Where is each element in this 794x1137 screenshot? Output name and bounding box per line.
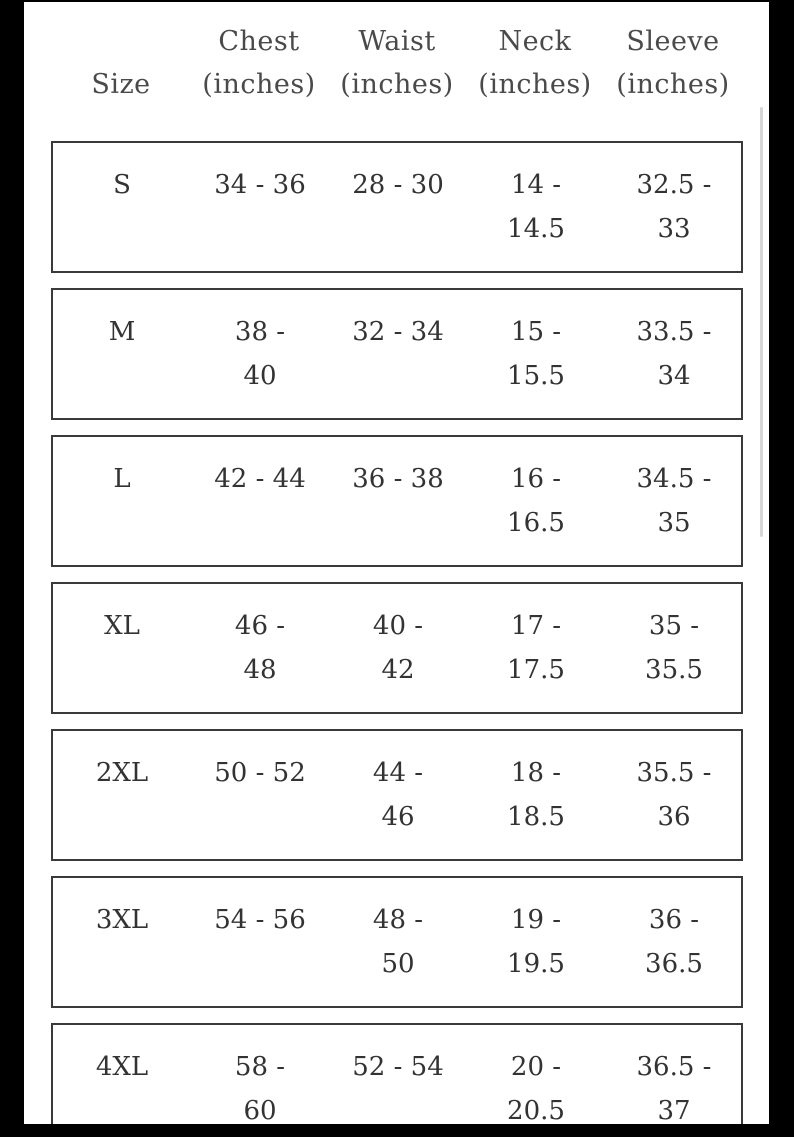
table-row bbox=[51, 288, 743, 420]
cell-waist bbox=[329, 310, 467, 354]
cell-sleeve bbox=[605, 1045, 743, 1124]
cell-neck bbox=[467, 1045, 605, 1124]
cell-waist bbox=[329, 1045, 467, 1089]
cell-chest-text: 48 bbox=[243, 655, 277, 685]
cell-chest bbox=[191, 310, 329, 398]
cell-sleeve-text: 36.5 bbox=[645, 949, 703, 979]
cell-neck-text: 17 - bbox=[510, 611, 562, 641]
cell-neck-text: 18.5 bbox=[507, 802, 565, 832]
cell-chest-text: 38 - bbox=[234, 317, 286, 347]
cell-size-text: 2XL bbox=[95, 758, 149, 788]
header-chest-unit: (inches) bbox=[202, 69, 316, 100]
cell-sleeve-text: 34.5 - bbox=[636, 464, 712, 494]
cell-neck-text: 20.5 bbox=[507, 1096, 565, 1124]
cell-sleeve bbox=[605, 457, 743, 545]
header-size-label: Size bbox=[91, 69, 151, 100]
table-row bbox=[51, 141, 743, 273]
cell-sleeve-text: 33 bbox=[657, 214, 691, 244]
header-waist-unit: (inches) bbox=[340, 69, 454, 100]
cell-neck bbox=[467, 751, 605, 839]
cell-size-text: S bbox=[113, 170, 131, 200]
cell-sleeve-text: 35 - bbox=[648, 611, 700, 641]
cell-sleeve-text: 35.5 - bbox=[636, 758, 712, 788]
cell-sleeve-text: 37 bbox=[657, 1096, 691, 1124]
table-row bbox=[51, 876, 743, 1008]
header-sleeve-unit: (inches) bbox=[616, 69, 730, 100]
cell-size bbox=[53, 457, 191, 501]
cell-chest-text: 54 - 56 bbox=[214, 905, 306, 935]
header-chest-label: Chest bbox=[218, 26, 300, 57]
cell-sleeve-text: 33.5 - bbox=[636, 317, 712, 347]
cell-chest bbox=[191, 457, 329, 501]
cell-waist-text: 44 - bbox=[372, 758, 424, 788]
cell-neck-text: 19.5 bbox=[507, 949, 565, 979]
cell-chest bbox=[191, 898, 329, 942]
cell-neck-text: 20 - bbox=[510, 1052, 562, 1082]
cell-neck bbox=[467, 604, 605, 692]
cell-size bbox=[53, 604, 191, 648]
cell-neck-text: 14.5 bbox=[507, 214, 565, 244]
size-chart-page bbox=[24, 2, 769, 1124]
header-neck bbox=[466, 20, 604, 106]
cell-chest bbox=[191, 604, 329, 692]
cell-size-text: M bbox=[108, 317, 136, 347]
cell-waist bbox=[329, 604, 467, 692]
header-waist bbox=[328, 20, 466, 106]
header-waist-label: Waist bbox=[358, 26, 436, 57]
header-size bbox=[52, 63, 190, 106]
table-row bbox=[51, 1023, 743, 1124]
cell-waist-text: 48 - bbox=[372, 905, 424, 935]
cell-neck-text: 16 - bbox=[510, 464, 562, 494]
table-row bbox=[51, 435, 743, 567]
cell-neck-text: 19 - bbox=[510, 905, 562, 935]
cell-sleeve-text: 36 - bbox=[648, 905, 700, 935]
cell-waist bbox=[329, 163, 467, 207]
cell-sleeve-text: 35 bbox=[657, 508, 691, 538]
header-neck-label: Neck bbox=[498, 26, 572, 57]
cell-neck-text: 16.5 bbox=[507, 508, 565, 538]
cell-chest bbox=[191, 1045, 329, 1124]
cell-chest-text: 40 bbox=[243, 361, 277, 391]
scrollbar[interactable] bbox=[760, 107, 763, 537]
cell-neck-text: 17.5 bbox=[507, 655, 565, 685]
cell-size bbox=[53, 898, 191, 942]
cell-chest-text: 58 - bbox=[234, 1052, 286, 1082]
cell-chest-text: 34 - 36 bbox=[214, 170, 306, 200]
cell-neck bbox=[467, 457, 605, 545]
cell-neck-text: 15 - bbox=[510, 317, 562, 347]
cell-size-text: 4XL bbox=[95, 1052, 149, 1082]
cell-sleeve-text: 32.5 - bbox=[636, 170, 712, 200]
cell-waist bbox=[329, 457, 467, 501]
cell-size bbox=[53, 751, 191, 795]
cell-sleeve bbox=[605, 604, 743, 692]
cell-size-text: L bbox=[113, 464, 131, 494]
cell-waist-text: 46 bbox=[381, 802, 415, 832]
cell-neck-text: 14 - bbox=[510, 170, 562, 200]
cell-chest bbox=[191, 751, 329, 795]
header-sleeve bbox=[604, 20, 742, 106]
cell-chest-text: 60 bbox=[243, 1096, 277, 1124]
cell-waist-text: 36 - 38 bbox=[352, 464, 444, 494]
cell-sleeve bbox=[605, 898, 743, 986]
cell-sleeve-text: 35.5 bbox=[645, 655, 703, 685]
cell-neck bbox=[467, 163, 605, 251]
cell-sleeve-text: 36 bbox=[657, 802, 691, 832]
cell-waist-text: 40 - bbox=[372, 611, 424, 641]
table-row bbox=[51, 582, 743, 714]
cell-sleeve-text: 34 bbox=[657, 361, 691, 391]
cell-neck-text: 15.5 bbox=[507, 361, 565, 391]
cell-sleeve-text: 36.5 - bbox=[636, 1052, 712, 1082]
header-chest bbox=[190, 20, 328, 106]
cell-sleeve bbox=[605, 310, 743, 398]
cell-waist-text: 28 - 30 bbox=[352, 170, 444, 200]
cell-waist-text: 42 bbox=[381, 655, 415, 685]
cell-chest-text: 46 - bbox=[234, 611, 286, 641]
size-chart-header bbox=[52, 20, 742, 110]
cell-neck bbox=[467, 310, 605, 398]
cell-size-text: XL bbox=[104, 611, 140, 641]
header-sleeve-label: Sleeve bbox=[626, 26, 720, 57]
cell-waist-text: 32 - 34 bbox=[352, 317, 444, 347]
cell-size bbox=[53, 310, 191, 354]
cell-neck-text: 18 - bbox=[510, 758, 562, 788]
size-chart-rows bbox=[51, 141, 743, 1124]
cell-chest-text: 50 - 52 bbox=[214, 758, 306, 788]
cell-neck bbox=[467, 898, 605, 986]
cell-waist bbox=[329, 898, 467, 986]
cell-waist-text: 52 - 54 bbox=[352, 1052, 444, 1082]
cell-sleeve bbox=[605, 163, 743, 251]
table-row bbox=[51, 729, 743, 861]
cell-chest bbox=[191, 163, 329, 207]
cell-waist bbox=[329, 751, 467, 839]
header-neck-unit: (inches) bbox=[478, 69, 592, 100]
cell-chest-text: 42 - 44 bbox=[214, 464, 306, 494]
cell-waist-text: 50 bbox=[381, 949, 415, 979]
cell-size bbox=[53, 163, 191, 207]
cell-sleeve bbox=[605, 751, 743, 839]
cell-size bbox=[53, 1045, 191, 1089]
cell-size-text: 3XL bbox=[95, 905, 149, 935]
